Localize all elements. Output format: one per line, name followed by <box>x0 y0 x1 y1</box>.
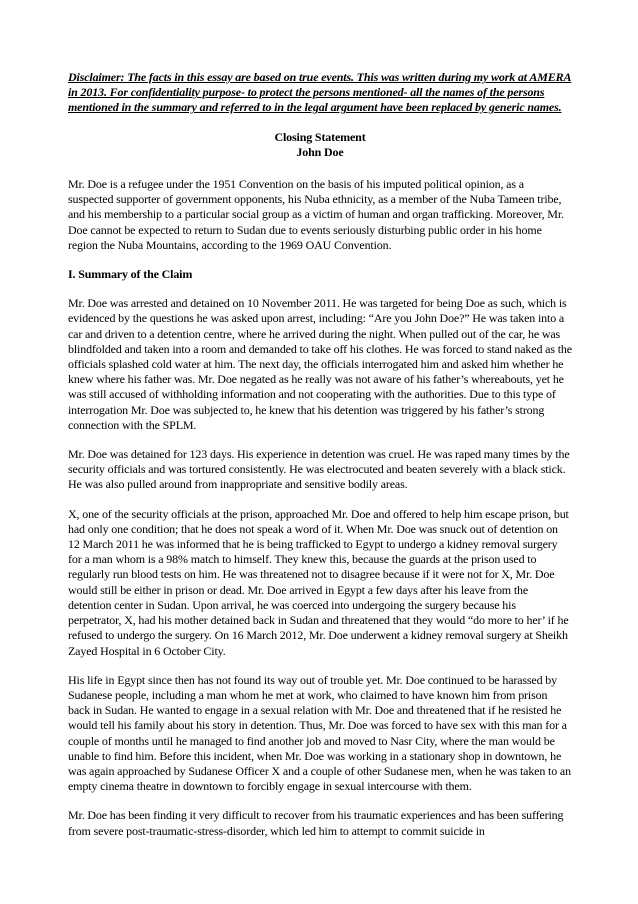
document-subtitle: John Doe <box>296 144 344 159</box>
body-paragraph: His life in Egypt since then has not found its way out of trouble yet. Mr. Doe continued to be harassed by Sudanese people, including a man whom he met at work, who claimed to have known him from prison back in Sudan. He wanted to engage in a sexual relation with Mr. Doe and threatened that if he resisted he would tell his family about his story in detention. Thus, Mr. Doe was forced to have sex with this man for a couple of months until he managed to find another job and moved to Nasr City, where the man would be unable to find him. Before this incident, when Mr. Doe was working in a stationary shop in downtown, he was again approached by Sudanese Officer X and a couple of other Sudanese men, when he was taken to an empty cinema theatre in downtown to forcibly engage in sexual intercourse with them. <box>68 672 571 794</box>
body-paragraph: Mr. Doe has been finding it very difficult to recover from his traumatic experiences and has been suffering from severe post-traumatic-stress-disorder, which led him to attempt to commit suicide in <box>68 808 564 838</box>
body-paragraph: X, one of the security officials at the prison, approached Mr. Doe and offered to help him escape prison, but had only one condition; that he does not speak a word of it. When Mr. Doe was snuck out of detention on 12 March 2011 he was informed that he is being trafficked to Egypt to undergo a kidney removal surgery for a man whom is a 98% match to himself. They knew this, because the guards at the prison used to regularly run blood tests on him. He was threatened not to disagree because if it were not for X, Mr. Doe would still be either in prison or dead. Mr. Doe arrived in Egypt a few days after his leave from the detention center in Sudan. Upon arrival, he was coerced into undergoing the surgery because his perpetrator, X, had his mother detained back in Sudan and threatened that they would “do more to her’ if he refused to undergo the surgery. On 16 March 2012, Mr. Doe underwent a kidney removal surgery at Sheikh Zayed Hospital in 6 October City. <box>68 506 569 658</box>
document-title: Closing Statement <box>274 129 366 144</box>
body-paragraph: Mr. Doe was detained for 123 days. His experience in detention was cruel. He was raped many times by the security officials and was tortured consistently. He was electrocuted and beaten severely with a black stick. He was also pulled around from inappropriate and sensitive bodily areas. <box>68 447 570 492</box>
document-page <box>68 70 572 853</box>
disclaimer: Disclaimer: The facts in this essay are based on true events. This was written during my work at AMERA in 2013. For confidentiality purpose- to protect the persons mentioned- all the names of the persons mentioned in the summary and referred to in the legal argument have been replaced by generic names. <box>68 70 572 115</box>
section-heading: I. Summary of the Claim <box>68 267 193 282</box>
intro-paragraph: Mr. Doe is a refugee under the 1951 Convention on the basis of his imputed political opinion, as a suspected supporter of government opponents, his Nuba ethnicity, as a member of the Nuba Tameen tribe, and his membership to a particular social group as a victim of human and organ trafficking. Moreover, Mr. Doe cannot be expected to return to Sudan due to events seriously disturbing public order in his home region the Nuba Mountains, according to the 1969 OAU Convention. <box>68 177 564 252</box>
body-paragraph: Mr. Doe was arrested and detained on 10 November 2011. He was targeted for being Doe as such, which is evidenced by the questions he was asked upon arrest, including: “Are you John Doe?” He was taken into a car and driven to a detention centre, where he arrived during the night. When pulled out of the car, he was blindfolded and taken into a room and demanded to take off his clothes. He was forced to stand naked as the officials splashed cold water at him. The next day, the officials interrogated him and asked him whether he knew where his father was. Mr. Doe negated as he really was not aware of his father’s whereabouts, yet he was still accused of withholding information and not cooperating with the authorities. Due to this type of interrogation Mr. Doe was subjected to, he knew that his detention was triggered by his father’s strong connection with the SPLM. <box>68 296 572 432</box>
